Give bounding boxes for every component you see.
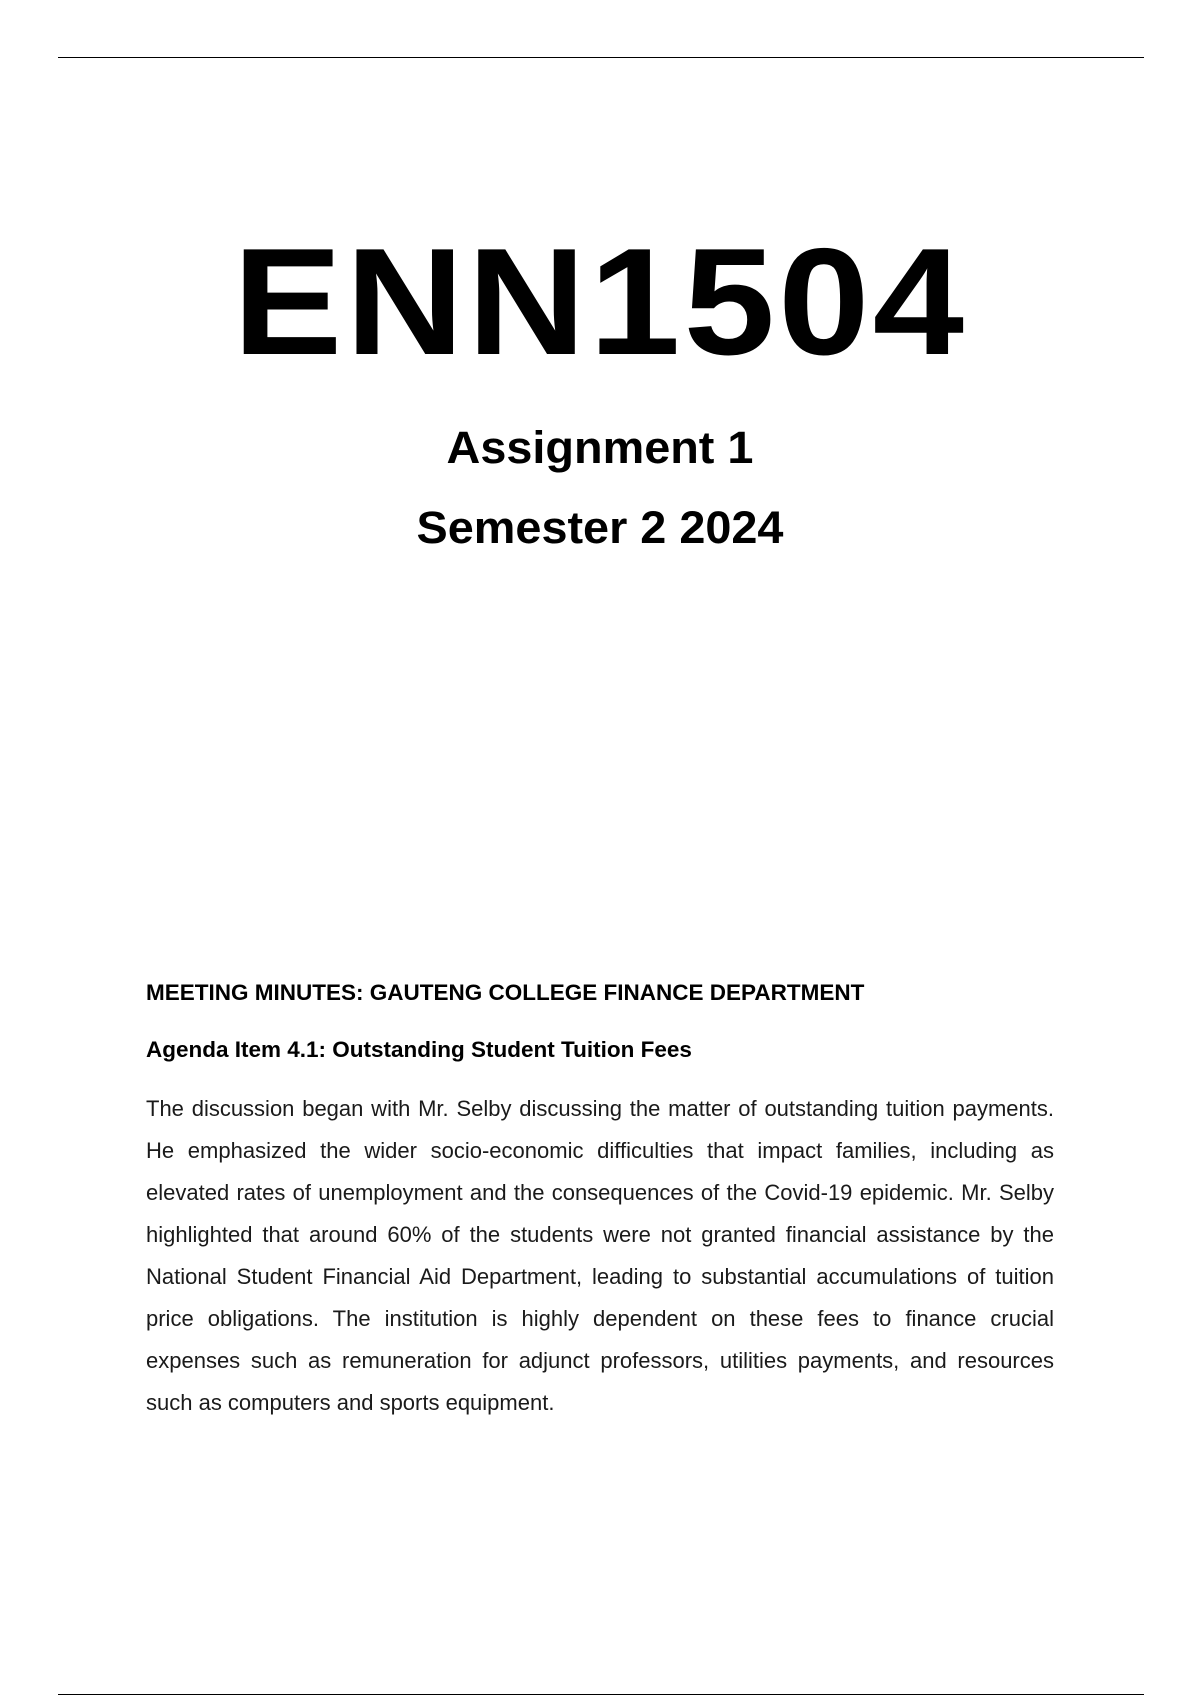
agenda-item-heading: Agenda Item 4.1: Outstanding Student Tuition Fees bbox=[146, 1037, 692, 1062]
semester-subtitle: Semester 2 2024 bbox=[416, 502, 784, 553]
bottom-divider bbox=[58, 1694, 1144, 1695]
top-divider bbox=[58, 57, 1144, 58]
minutes-heading: MEETING MINUTES: GAUTENG COLLEGE FINANCE DEPARTMENT bbox=[146, 980, 865, 1005]
minutes-paragraph: The discussion began with Mr. Selby discussing the matter of outstanding tuition payments. He emphasized the wider socio-economic difficulties that impact families, including as elevated rates of unemployment and the consequences of the Covid-19 epidemic. Mr. Selby highlighted that around 60% of the students were not granted financial assistance by the National Student Financial Aid Department, leading to substantial accumulations of tuition price obligations. The institution is highly dependent on these fees to finance crucial expenses such as remuneration for adjunct professors, utilities payments, and resources such as computers and sports equipment. bbox=[146, 1096, 1054, 1415]
course-code-title: ENN1504 bbox=[232, 217, 968, 387]
meeting-minutes-section bbox=[146, 975, 1054, 1424]
assignment-subtitle: Assignment 1 bbox=[446, 422, 754, 473]
